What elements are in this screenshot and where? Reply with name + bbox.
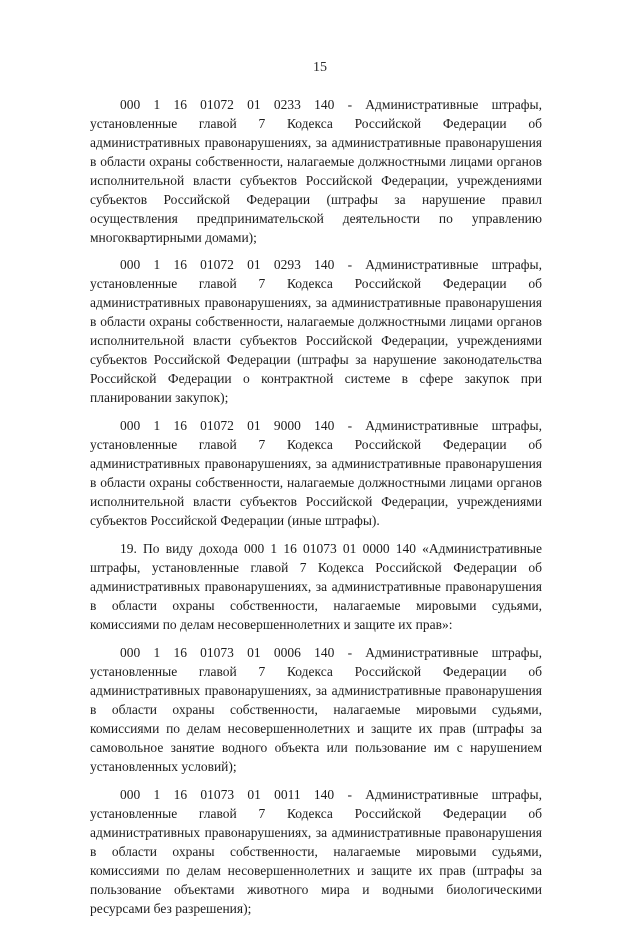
- paragraph-9000: 000 1 16 01072 01 9000 140 - Административные штрафы, установленные главой 7 Кодекса Российской Федерации об административных правонарушениях, за административные правонарушения в области охраны собственности, налагаемые должностными лицами органов исполнительной власти субъектов Российской Федерации, учреждениями субъектов Российской Федерации (иные штрафы).: [90, 418, 542, 528]
- paragraph-item-19: 19. По виду дохода 000 1 16 01073 01 0000 140 «Административные штрафы, установленные главой 7 Кодекса Российской Федерации об административных правонарушениях, за административные правонарушения в области охраны собственности, налагаемые мировыми судьями, комиссиями по делам несовершеннолетних и защите их прав»:: [90, 541, 542, 632]
- paragraph-0233: 000 1 16 01072 01 0233 140 - Административные штрафы, установленные главой 7 Кодекса Российской Федерации об административных правонарушениях, за административные правонарушения в области охраны собственности, налагаемые должностными лицами органов исполнительной власти субъектов Российской Федерации, учреждениями субъектов Российской Федерации (штрафы за нарушение правил осуществления предпринимательской деятельности по управлению многоквартирными домами);: [90, 97, 542, 245]
- paragraph-0006: 000 1 16 01073 01 0006 140 - Административные штрафы, установленные главой 7 Кодекса Российской Федерации об административных правонарушениях, за административные правонарушения в области охраны собственности, налагаемые мировыми судьями, комиссиями по делам несовершеннолетних и защите их прав (штрафы за самовольное занятие водного объекта или пользование им с нарушением установленных условий);: [90, 645, 542, 774]
- page-number: 15: [313, 60, 327, 75]
- paragraph-0011: 000 1 16 01073 01 0011 140 - Административные штрафы, установленные главой 7 Кодекса Российской Федерации об административных правонарушениях, за административные правонарушения в области охраны собственности, налагаемые мировыми судьями, комиссиями по делам несовершеннолетних и защите их прав (штрафы за пользование объектами животного мира и водными биологическими ресурсами без разрешения);: [90, 787, 542, 916]
- paragraph-0293: 000 1 16 01072 01 0293 140 - Административные штрафы, установленные главой 7 Кодекса Российской Федерации об административных правонарушениях, за административные правонарушения в области охраны собственности, налагаемые должностными лицами органов исполнительной власти субъектов Российской Федерации, учреждениями субъектов Российской Федерации (штрафы за нарушение законодательства Российской Федерации о контрактной системе в сфере закупок при планировании закупок);: [90, 257, 542, 405]
- document-body: [90, 95, 542, 927]
